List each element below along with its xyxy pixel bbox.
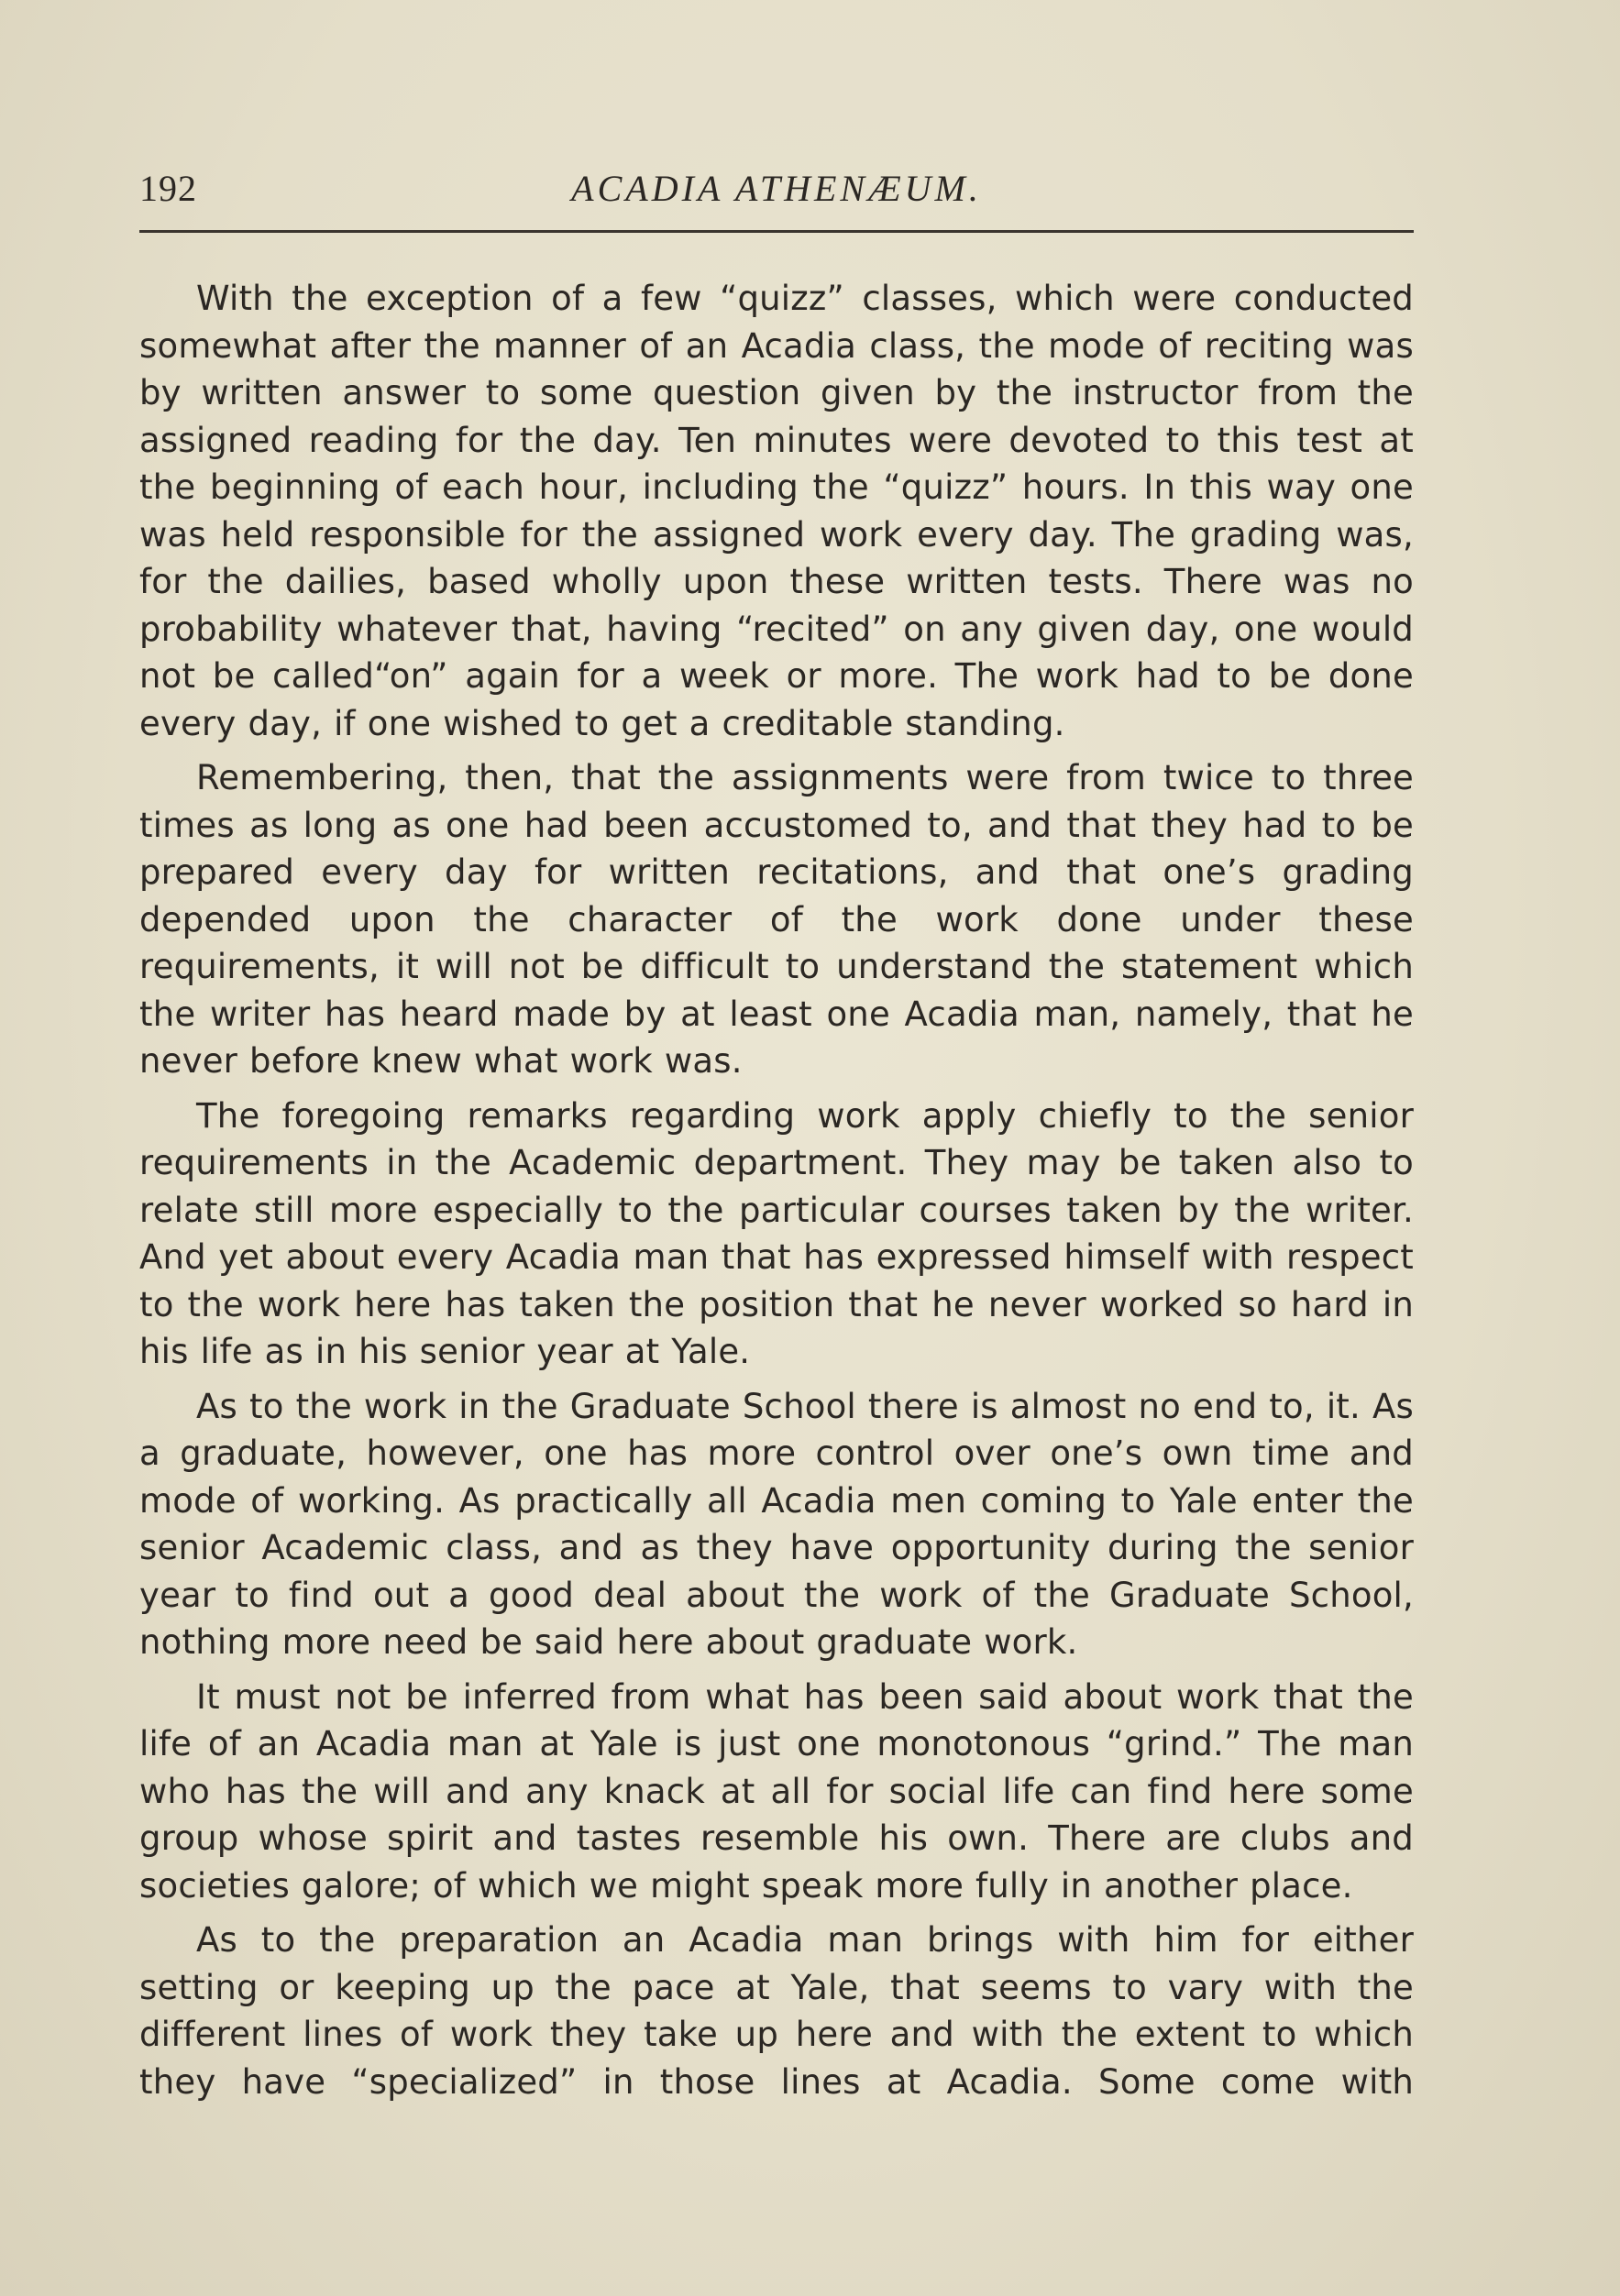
body-text	[139, 275, 1414, 2113]
page-header	[139, 147, 1414, 229]
paragraph: With the exception of a few “quizz” classes, which were conducted somewhat after the manner of an Acadia class, the mode of reciting was by written answer to some question given by the instructor from the assigned reading for the day. Ten minutes were devoted to this test at the beginning of each hour, including the “quizz” hours. In this way one was held responsible for the assigned work every day. The grading was, for the dailies, based wholly upon these written tests. There was no probability whatever that, having “recited” on any given day, one would not be called“on” again for a week or more. The work had to be done every day, if one wished to get a creditable standing.	[139, 279, 1414, 743]
page-number: 192	[139, 168, 197, 209]
header-rule	[139, 230, 1414, 233]
paragraph: As to the preparation an Acadia man brings with him for either setting or keeping up the pace at Yale, that seems to vary with the different lines of work they take up here and with the extent to which they have “specialized” in those lines at Acadia. Some come with	[139, 1920, 1414, 2102]
running-head: ACADIA ATHENÆUM.	[571, 168, 982, 209]
paragraph: Remembering, then, that the assignments were from twice to three times as long as one had been accustomed to, and that they had to be prepared every day for written recitations, and that one’s grading depended upon the character of the work done under these requirements, it will not be difficult to understand the statement which the writer has heard made by at least one Acadia man, namely, that he never before knew what work was.	[139, 758, 1414, 1081]
paragraph: It must not be inferred from what has been said about work that the life of an Acadia man at Yale is just one monotonous “grind.” The man who has the will and any knack at all for social life can find here some group whose spirit and tastes resemble his own. There are clubs and societies galore; of which we might speak more fully in another place.	[139, 1676, 1414, 1906]
paragraph: The foregoing remarks regarding work apply chiefly to the senior requirements in the Academic department. They may be taken also to relate still more especially to the particular courses taken by the writer. And yet about every Acadia man that has expressed himself with respect to the work here has taken the position that he never worked so hard in his life as in his senior year at Yale.	[139, 1095, 1414, 1371]
paragraph: As to the work in the Graduate School there is almost no end to, it. As a graduate, however, one has more control over one’s own time and mode of working. As practically all Acadia men coming to Yale enter the senior Academic class, and as they have opportunity during the senior year to find out a good deal about the work of the Graduate School, nothing more need be said here about graduate work.	[139, 1386, 1414, 1662]
